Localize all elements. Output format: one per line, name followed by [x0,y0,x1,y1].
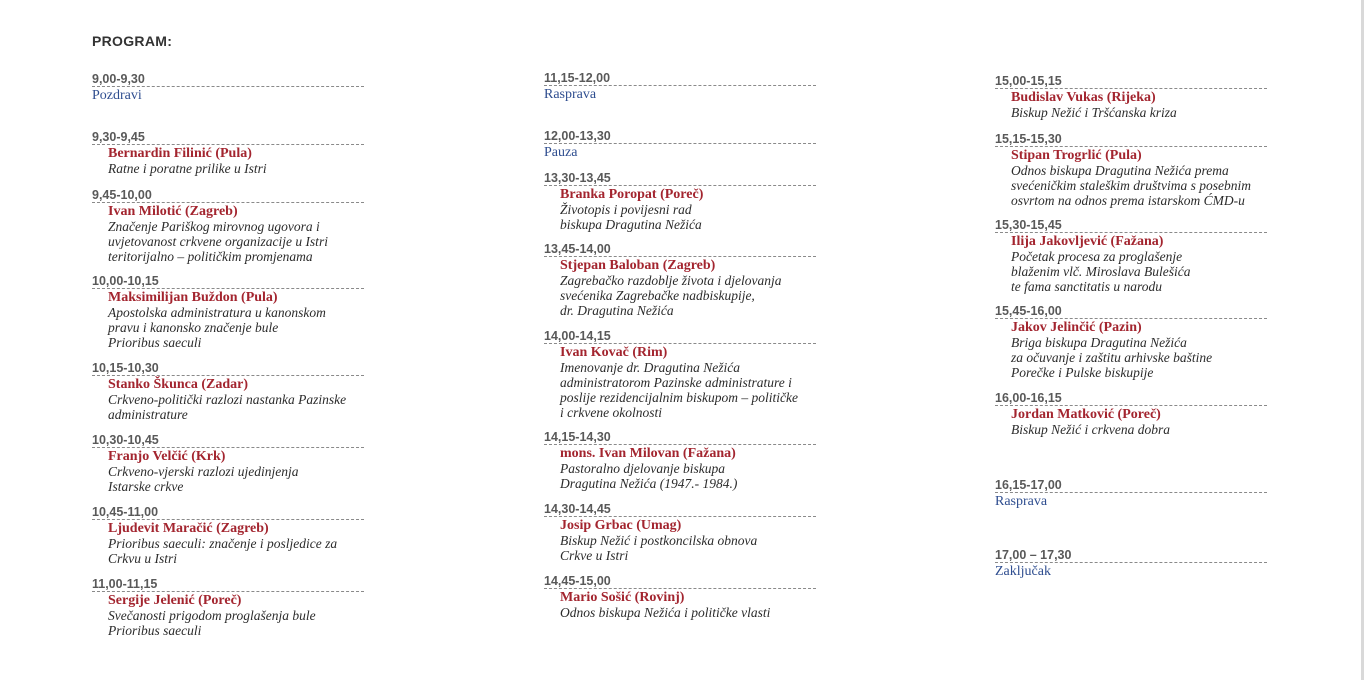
slot-time: 10,15-10,30 [92,362,364,376]
talk-title-line: dr. Dragutina Nežića [560,303,674,318]
schedule-slot [995,479,1267,509]
talk-title-line: osvrtom na odnos prema istarskom ĆMD-u [1011,193,1245,208]
talk-title-line: Zagrebačko razdoblje života i djelovanja [560,273,782,288]
slot-label: Zaključak [995,564,1051,579]
talk-title-line: Prioribus saeculi [108,335,202,350]
speaker-name: Maksimilijan Buždon (Pula) [108,290,278,305]
speaker-name: Sergije Jelenić (Poreč) [108,593,242,608]
schedule-slot [995,549,1267,579]
speaker-name: Stjepan Baloban (Zagreb) [560,258,716,273]
talk-title-line: Crkveno-politički razlozi nastanka Pazinske [108,392,347,407]
schedule-slot [92,73,364,103]
schedule-slot [92,434,364,494]
slot-time: 15,00-15,15 [995,75,1267,89]
talk-title-line: Biskup Nežić i postkoncilska obnova [560,533,758,548]
talk-title-line: svećeničkim staleškim društvima s posebnim [1011,178,1251,193]
slot-time: 9,45-10,00 [92,189,364,203]
schedule-slot [544,330,816,420]
schedule-slot [92,189,364,264]
slot-time: 13,30-13,45 [544,172,816,186]
slot-time: 10,00-10,15 [92,275,364,289]
slot-time: 11,15-12,00 [544,72,816,86]
schedule-slot [544,172,816,232]
program-heading: PROGRAM: [92,33,173,49]
schedule-slot [544,72,816,102]
slot-time: 16,00-16,15 [995,392,1267,406]
speaker-name: Josip Grbac (Umag) [560,518,682,533]
schedule-slot [92,275,364,350]
speaker-name: Jakov Jelinčić (Pazin) [1011,320,1142,335]
speaker-name: Budislav Vukas (Rijeka) [1011,90,1156,105]
talk-title-line: Crkve u Istri [560,548,629,563]
talk-title-line: svećenika Zagrebačke nadbiskupije, [560,288,755,303]
schedule-slot [92,362,364,422]
slot-time: 17,00 – 17,30 [995,549,1267,563]
speaker-name: Ivan Milotić (Zagreb) [108,204,238,219]
schedule-slot [544,243,816,318]
slot-time: 14,00-14,15 [544,330,816,344]
slot-time: 15,15-15,30 [995,133,1267,147]
talk-title-line: administrature [108,407,188,422]
talk-title-line: Svečanosti prigodom proglašenja bule [108,608,316,623]
schedule-slot [92,506,364,566]
talk-title-line: Biskup Nežić i crkvena dobra [1011,422,1170,437]
talk-title-line: za očuvanje i zaštitu arhivske baštine [1011,350,1213,365]
speaker-name: Jordan Matković (Poreč) [1011,407,1161,422]
talk-title-line: te fama sanctitatis u narodu [1011,279,1162,294]
speaker-name: Stipan Trogrlić (Pula) [1011,148,1142,163]
talk-title-line: Porečke i Pulske biskupije [1011,365,1154,380]
speaker-name: Stanko Škunca (Zadar) [108,377,249,392]
slot-label: Pozdravi [92,88,142,103]
schedule-slot [544,130,816,160]
schedule-slot [544,431,816,491]
schedule-slot [92,131,364,176]
speaker-name: Ljudevit Maračić (Zagreb) [108,521,269,536]
talk-title-line: Apostolska administratura u kanonskom [108,305,326,320]
speaker-name: Franjo Velčić (Krk) [108,449,226,464]
slot-time: 15,45-16,00 [995,305,1267,319]
talk-title-line: Prioribus saeculi: značenje i posljedice za [108,536,338,551]
speaker-name: Mario Sošić (Rovinj) [560,590,685,605]
talk-title-line: Odnos biskupa Nežića i političke vlasti [560,605,771,620]
talk-title-line: Crkvu u Istri [108,551,177,566]
slot-label: Rasprava [544,87,597,102]
slot-time: 12,00-13,30 [544,130,816,144]
slot-time: 9,30-9,45 [92,131,364,145]
speaker-name: Ilija Jakovljević (Fažana) [1011,234,1164,249]
schedule-slot [995,392,1267,437]
slot-time: 14,15-14,30 [544,431,816,445]
speaker-name: mons. Ivan Milovan (Fažana) [560,446,736,461]
schedule-slot [995,75,1267,120]
schedule-slot [995,219,1267,294]
talk-title-line: uvjetovanost crkvene organizacije u Istri [108,234,328,249]
talk-title-line: Životopis i povijesni rad [560,202,692,217]
talk-title-line: i crkvene okolnosti [560,405,662,420]
talk-title-line: Briga biskupa Dragutina Nežića [1011,335,1187,350]
slot-time: 16,15-17,00 [995,479,1267,493]
talk-title-line: Crkveno-vjerski razlozi ujedinjenja [108,464,299,479]
talk-title-line: Značenje Pariškog mirovnog ugovora i [108,219,320,234]
speaker-name: Branka Poropat (Poreč) [560,187,704,202]
slot-time: 10,45-11,00 [92,506,364,520]
talk-title-line: Prioribus saeculi [108,623,202,638]
talk-title-line: Istarske crkve [108,479,184,494]
talk-title-line: Odnos biskupa Dragutina Nežića prema [1011,163,1229,178]
schedule-slot [995,305,1267,380]
talk-title-line: blaženim vlč. Miroslava Bulešića [1011,264,1191,279]
slot-label: Pauza [544,145,578,160]
schedule-slot [92,578,364,638]
slot-time: 14,30-14,45 [544,503,816,517]
slot-time: 14,45-15,00 [544,575,816,589]
talk-title-line: administratorom Pazinske administrature i [560,375,792,390]
talk-title-line: Pastoralno djelovanje biskupa [560,461,725,476]
talk-title-line: pravu i kanonsko značenje bule [108,320,279,335]
slot-time: 15,30-15,45 [995,219,1267,233]
talk-title-line: Biskup Nežić i Tršćanska kriza [1011,105,1177,120]
talk-title-line: Imenovanje dr. Dragutina Nežića [560,360,740,375]
slot-time: 13,45-14,00 [544,243,816,257]
talk-title-line: poslije rezidencijalnim biskupom – političke [560,390,798,405]
talk-title-line: Dragutina Nežića (1947.- 1984.) [560,476,738,491]
speaker-name: Bernardin Filinić (Pula) [108,146,252,161]
slot-time: 9,00-9,30 [92,73,364,87]
talk-title-line: biskupa Dragutina Nežića [560,217,702,232]
slot-time: 10,30-10,45 [92,434,364,448]
schedule-slot [544,503,816,563]
slot-label: Rasprava [995,494,1048,509]
slot-time: 11,00-11,15 [92,578,364,592]
schedule-slot [995,133,1267,208]
talk-title-line: Ratne i poratne prilike u Istri [108,161,267,176]
talk-title-line: teritorijalno – političkim promjenama [108,249,313,264]
schedule-slot [544,575,816,620]
speaker-name: Ivan Kovač (Rim) [560,345,668,360]
talk-title-line: Početak procesa za proglašenje [1011,249,1183,264]
